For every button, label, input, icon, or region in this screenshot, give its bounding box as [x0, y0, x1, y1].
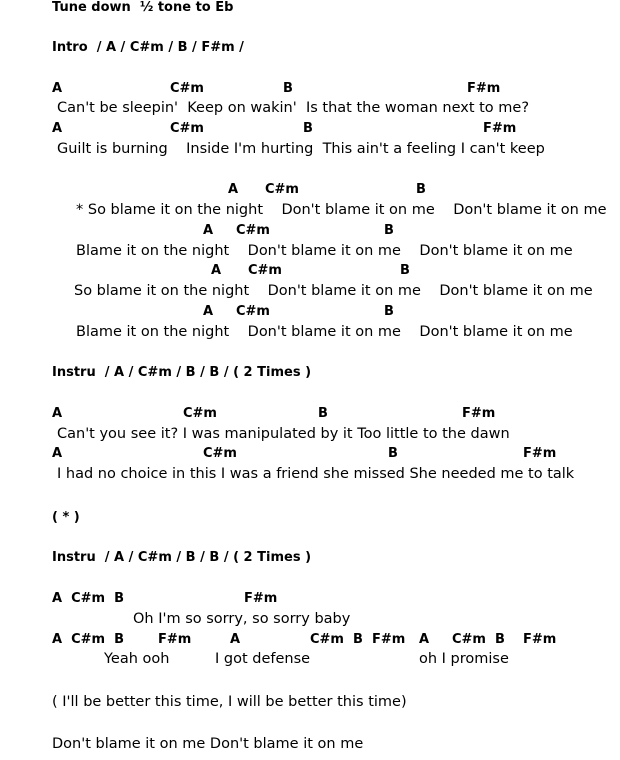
- chord: C#m: [248, 263, 282, 278]
- lyric-line: So blame it on the night Don't blame it on me Don't blame it on me: [74, 283, 593, 299]
- chord: C#m: [170, 81, 204, 96]
- chorus-repeat-marker: ( * ): [52, 510, 80, 525]
- chord: A: [419, 632, 430, 647]
- chord: F#m: [244, 591, 278, 606]
- chord: A: [230, 632, 241, 647]
- lyric-line: Can't you see it? I was manipulated by it Too little to the dawn: [57, 426, 510, 442]
- chord: B: [384, 304, 394, 319]
- chord: C#m: [265, 182, 299, 197]
- chord: A: [52, 446, 63, 461]
- chord: A: [211, 263, 222, 278]
- chord: A: [203, 304, 214, 319]
- chord: A: [52, 121, 63, 136]
- lyric-line: ( I'll be better this time, I will be better this time): [52, 694, 407, 710]
- chord: B: [416, 182, 426, 197]
- intro-chords: Intro / A / C#m / B / F#m /: [52, 40, 244, 55]
- instrumental-chords: Instru / A / C#m / B / B / ( 2 Times ): [52, 550, 312, 565]
- lyric-line: Guilt is burning Inside I'm hurting This ain't a feeling I can't keep: [57, 141, 545, 157]
- instrumental-chords: Instru / A / C#m / B / B / ( 2 Times ): [52, 365, 312, 380]
- lyric-line: * So blame it on the night Don't blame it on me Don't blame it on me: [76, 202, 607, 218]
- lyric-line: Blame it on the night Don't blame it on me Don't blame it on me: [76, 243, 573, 259]
- chord: F#m: [523, 632, 557, 647]
- chord: A: [52, 81, 63, 96]
- chord: A: [228, 182, 239, 197]
- chord: B: [283, 81, 293, 96]
- lyric-line: Blame it on the night Don't blame it on me Don't blame it on me: [76, 324, 573, 340]
- chord: F#m: [483, 121, 517, 136]
- lyric-line: I got defense: [215, 651, 311, 667]
- chord: A C#m B: [52, 632, 125, 647]
- chord: C#m B F#m: [310, 632, 406, 647]
- chord: C#m: [170, 121, 204, 136]
- chord: A: [203, 223, 214, 238]
- chord: B: [400, 263, 410, 278]
- lyric-line: Don't blame it on me Don't blame it on me: [52, 736, 364, 752]
- chord: B: [318, 406, 328, 421]
- lyric-line: Yeah ooh: [104, 651, 170, 667]
- chord: C#m: [183, 406, 217, 421]
- lyric-line: Can't be sleepin' Keep on wakin' Is that the woman next to me?: [57, 100, 530, 116]
- chord: C#m: [236, 304, 270, 319]
- chord: A: [52, 406, 63, 421]
- chord: F#m: [158, 632, 192, 647]
- chord: C#m: [236, 223, 270, 238]
- chord: C#m: [203, 446, 237, 461]
- chord: F#m: [523, 446, 557, 461]
- lyric-line: Oh I'm so sorry, so sorry baby: [133, 611, 351, 627]
- chord: F#m: [467, 81, 501, 96]
- chord: B: [388, 446, 398, 461]
- tuning-note: Tune down ½ tone to Eb: [52, 0, 234, 15]
- chord: A C#m B: [52, 591, 125, 606]
- chord: B: [303, 121, 313, 136]
- chord: C#m B: [452, 632, 505, 647]
- chord: F#m: [462, 406, 496, 421]
- chord: B: [384, 223, 394, 238]
- lyric-line: I had no choice in this I was a friend she missed She needed me to talk: [57, 466, 575, 482]
- lyric-line: oh I promise: [419, 651, 509, 667]
